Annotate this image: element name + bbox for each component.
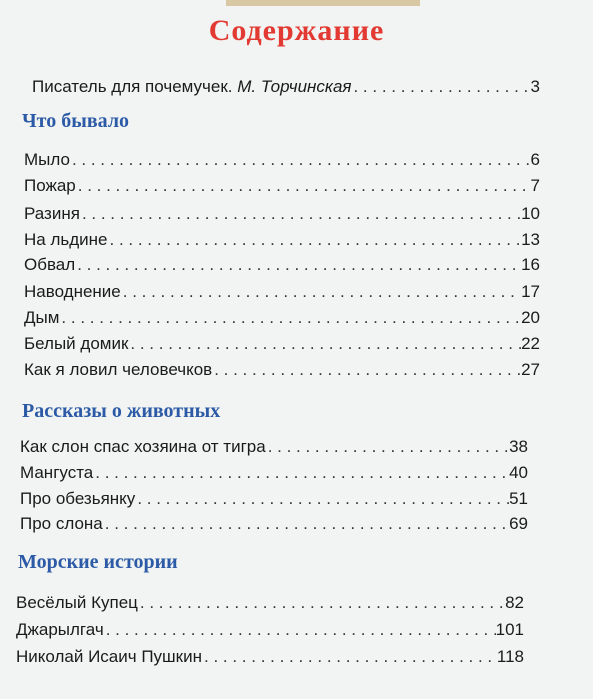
dot-leader <box>351 77 530 97</box>
toc-entry[interactable] <box>20 437 528 457</box>
toc-entry[interactable] <box>24 334 540 354</box>
dot-leader <box>80 204 521 224</box>
toc-entry[interactable] <box>24 360 540 380</box>
section-heading: Морские истории <box>18 551 178 573</box>
intro-text: Писатель для почемучек. <box>32 77 238 96</box>
top-edge-strip <box>226 0 420 6</box>
page-number: 6 <box>530 150 540 169</box>
section-heading: Рассказы о животных <box>22 400 221 422</box>
page-number: 51 <box>509 489 528 508</box>
toc-entry[interactable] <box>24 308 540 328</box>
entry-title: Обвал <box>24 255 76 274</box>
dot-leader <box>135 489 509 509</box>
entry-title: Дым <box>24 308 60 327</box>
toc-entry[interactable] <box>24 204 540 224</box>
dot-leader <box>103 514 509 534</box>
toc-intro-entry[interactable] <box>32 77 540 97</box>
toc-entry[interactable] <box>24 282 540 302</box>
page-number: 82 <box>505 593 524 612</box>
entry-title: Как слон спас хозяина от тигра <box>20 437 266 456</box>
dot-leader <box>212 360 521 380</box>
toc-entry[interactable] <box>24 255 540 275</box>
entry-title: Наводнение <box>24 282 121 301</box>
toc-entry[interactable] <box>16 593 524 613</box>
page-number: 3 <box>530 77 540 96</box>
entry-title: Про обезьянку <box>20 489 136 508</box>
dot-leader <box>108 230 522 250</box>
page-number: 118 <box>496 647 524 666</box>
page-number: 38 <box>509 437 528 456</box>
dot-leader <box>138 593 505 613</box>
entry-title: Мангуста <box>20 463 94 482</box>
page-number: 20 <box>521 308 540 327</box>
entry-title: На льдине <box>24 230 108 249</box>
entry-title: Белый домик <box>24 334 129 353</box>
intro-title <box>32 77 351 97</box>
page-number: 10 <box>521 204 540 223</box>
entry-title: Весёлый Купец <box>16 593 138 612</box>
page-title: Содержание <box>208 14 385 47</box>
intro-author: М. Торчинская <box>237 77 352 96</box>
page-number: 7 <box>530 176 540 195</box>
page-number: 40 <box>509 463 528 482</box>
page-number: 27 <box>521 360 540 379</box>
page-number: 16 <box>521 255 540 274</box>
entry-title: Про слона <box>20 514 103 533</box>
entry-title: Джарылгач <box>16 620 104 639</box>
toc-entry[interactable] <box>20 463 528 483</box>
page-number: 22 <box>521 334 540 353</box>
dot-leader <box>76 176 531 196</box>
page-number: 13 <box>521 230 540 249</box>
dot-leader <box>104 620 496 640</box>
dot-leader <box>266 437 509 457</box>
toc-entry[interactable] <box>20 489 528 509</box>
entry-title: Разиня <box>24 204 80 223</box>
section-heading: Что бывало <box>22 110 130 132</box>
toc-entry[interactable] <box>24 150 540 170</box>
toc-entry[interactable] <box>16 647 524 667</box>
page-number: 101 <box>495 620 524 639</box>
toc-entry[interactable] <box>16 620 524 640</box>
toc-entry[interactable] <box>24 176 540 196</box>
entry-title: Как я ловил человечков <box>24 360 213 379</box>
dot-leader <box>128 334 521 354</box>
toc-entry[interactable] <box>24 230 540 250</box>
page-number: 17 <box>521 282 540 301</box>
dot-leader <box>75 255 521 275</box>
toc-entry[interactable] <box>20 514 528 534</box>
dot-leader <box>70 150 531 170</box>
entry-title: Николай Исаич Пушкин <box>16 647 203 666</box>
dot-leader <box>202 647 497 667</box>
entry-title: Пожар <box>24 176 76 195</box>
dot-leader <box>59 308 521 328</box>
entry-title: Мыло <box>24 150 70 169</box>
page-number: 69 <box>509 514 528 533</box>
dot-leader <box>93 463 509 483</box>
dot-leader <box>121 282 521 302</box>
